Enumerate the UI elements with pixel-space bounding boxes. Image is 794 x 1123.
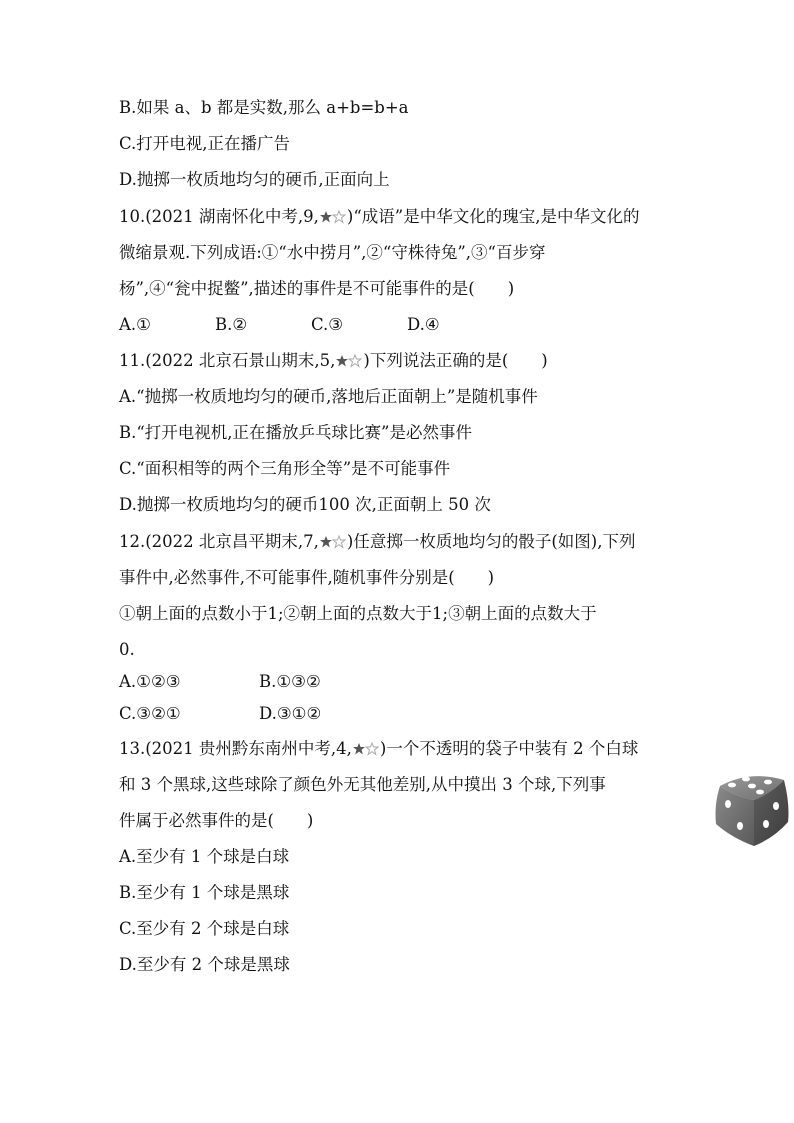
q13-option-a: A.至少有 1 个球是白球 — [119, 847, 290, 866]
star-rating-icon — [320, 535, 346, 549]
q12-stem-line-4: 0. — [119, 640, 135, 659]
q11-option-a: A.“抛掷一枚质地均匀的硬币,落地后正面朝上”是随机事件 — [119, 387, 538, 406]
q13-stem-text: )一个不透明的袋子中装有 2 个白球 — [379, 739, 639, 758]
q12-stem-line-1 — [119, 530, 689, 554]
q13-option-c: C.至少有 2 个球是白球 — [119, 919, 290, 938]
star-rating-icon — [336, 354, 362, 368]
q13-option-b: B.至少有 1 个球是黑球 — [119, 883, 290, 902]
q12-options-row-2 — [119, 702, 689, 726]
q9-option-b: B.如果 a、b 都是实数,那么 a+b=b+a — [119, 98, 409, 117]
q11-option-c: C.“面积相等的两个三角形全等”是不可能事件 — [119, 459, 451, 478]
q10-option-d: D.④ — [407, 315, 440, 334]
q9-option-d: D.抛掷一枚质地均匀的硬币,正面向上 — [119, 170, 390, 189]
q12-option-c: C.③②① — [119, 704, 181, 723]
q11-stem — [119, 349, 689, 373]
q10-source: 10.(2021 湖南怀化中考,9, — [119, 207, 319, 226]
q13-stem-line-2: 和 3 个黑球,这些球除了颜色外无其他差别,从中摸出 3 个球,下列事 — [119, 775, 606, 794]
q12-option-b: B.①③② — [259, 672, 321, 691]
q10-stem-line-3: 杨”,④“瓮中捉鳖”,描述的事件是不可能事件的是( ) — [119, 279, 515, 298]
q10-options — [119, 313, 689, 337]
q10-option-b: B.② — [215, 315, 248, 334]
star-rating-icon — [353, 742, 379, 756]
q9-option-c: C.打开电视,正在播广告 — [119, 134, 291, 153]
q10-option-a: A.① — [119, 315, 151, 334]
q13-stem-line-3: 件属于必然事件的是( ) — [119, 811, 314, 830]
q12-option-d: D.③①② — [259, 704, 322, 723]
q10-option-c: C.③ — [311, 315, 344, 334]
q10-stem-line-1 — [119, 205, 689, 229]
q10-stem-text: )“成语”是中华文化的瑰宝,是中华文化的 — [346, 207, 640, 226]
q11-option-b: B.“打开电视机,正在播放乒乓球比赛”是必然事件 — [119, 423, 472, 442]
q11-source: 11.(2022 北京石景山期末,5, — [119, 351, 336, 370]
q12-stem-text: )任意掷一枚质地均匀的骰子(如图),下列 — [346, 532, 636, 551]
q13-option-d: D.至少有 2 个球是黑球 — [119, 955, 290, 974]
q13-stem-line-1 — [119, 737, 689, 761]
q12-option-a: A.①②③ — [119, 672, 181, 691]
q12-source: 12.(2022 北京昌平期末,7, — [119, 532, 319, 551]
q11-option-d: D.抛掷一枚质地均匀的硬币100 次,正面朝上 50 次 — [119, 495, 491, 514]
q12-options-row-1 — [119, 670, 689, 694]
q12-stem-line-2: 事件中,必然事件,不可能事件,随机事件分别是( ) — [119, 568, 495, 587]
q10-stem-line-2: 微缩景观.下列成语:①“水中捞月”,②“守株待兔”,③“百步穿 — [119, 243, 546, 262]
q12-stem-line-3: ①朝上面的点数小于1;②朝上面的点数大于1;③朝上面的点数大于 — [119, 604, 597, 623]
q13-source: 13.(2021 贵州黔东南州中考,4, — [119, 739, 352, 758]
q11-stem-text: )下列说法正确的是( ) — [363, 351, 548, 370]
star-rating-icon — [320, 210, 346, 224]
dice-image — [710, 766, 794, 850]
